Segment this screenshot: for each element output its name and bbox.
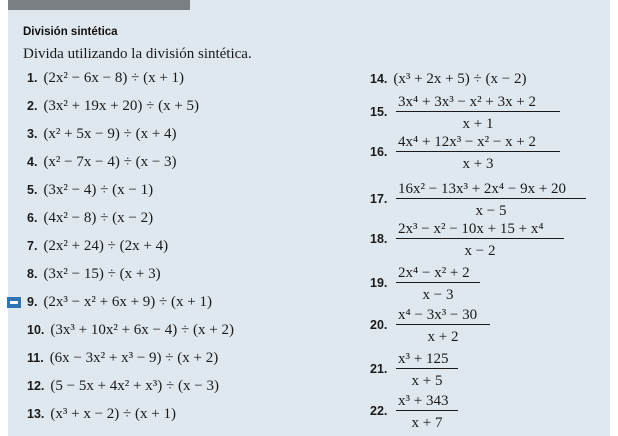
exercise-8: 8. (3x² − 15) ÷ (x + 3) bbox=[27, 266, 161, 282]
fraction-denominator: x − 3 bbox=[422, 287, 454, 303]
fraction-numerator: x⁴ − 3x³ − 30 bbox=[396, 306, 490, 325]
fraction-denominator: x + 7 bbox=[411, 415, 443, 431]
header-tab bbox=[8, 0, 190, 10]
exercise-11: 11. (6x − 3x² + x³ − 9) ÷ (x + 2) bbox=[27, 350, 219, 366]
exercise-9: 9. (2x³ − x² + 6x + 9) ÷ (x + 1) bbox=[27, 294, 212, 310]
section-title: División sintética bbox=[23, 26, 118, 38]
fraction-numerator: x³ + 125 bbox=[396, 350, 458, 369]
arrow-icon bbox=[7, 297, 21, 308]
exercise-14: 14. (x³ + 2x + 5) ÷ (x − 2) bbox=[370, 71, 527, 87]
fraction-denominator: x + 3 bbox=[462, 156, 494, 172]
exercise-7: 7. (2x² + 24) ÷ (2x + 4) bbox=[27, 238, 169, 254]
fraction-numerator: 2x³ − x² − 10x + 15 + x⁴ bbox=[396, 220, 564, 239]
exercise-4: 4. (x² − 7x − 4) ÷ (x − 3) bbox=[27, 154, 177, 170]
exercise-10: 10. (3x³ + 10x² + 6x − 4) ÷ (x + 2) bbox=[27, 322, 234, 338]
exercise-3: 3. (x² + 5x − 9) ÷ (x + 4) bbox=[27, 126, 177, 142]
fraction-numerator: 16x² − 13x³ + 2x⁴ − 9x + 20 bbox=[396, 180, 586, 199]
exercise-6: 6. (4x² − 8) ÷ (x − 2) bbox=[27, 210, 154, 226]
fraction-denominator: x + 2 bbox=[427, 329, 459, 345]
fraction-denominator: x − 5 bbox=[475, 203, 507, 219]
fraction-numerator: 4x⁴ + 12x³ − x² − x + 2 bbox=[396, 133, 560, 152]
instruction-text: Divida utilizando la división sintética. bbox=[23, 46, 252, 62]
exercise-1: 1. (2x² − 6x − 8) ÷ (x + 1) bbox=[27, 70, 185, 86]
fraction-denominator: x + 1 bbox=[462, 116, 494, 132]
fraction-numerator: 2x⁴ − x² + 2 bbox=[396, 264, 480, 283]
fraction-numerator: 3x⁴ + 3x³ − x² + 3x + 2 bbox=[396, 93, 560, 112]
fraction-denominator: x + 5 bbox=[411, 373, 443, 389]
exercise-13: 13. (x³ + x − 2) ÷ (x + 1) bbox=[27, 406, 176, 422]
exercise-5: 5. (3x² − 4) ÷ (x − 1) bbox=[27, 182, 154, 198]
exercise-12: 12. (5 − 5x + 4x² + x³) ÷ (x − 3) bbox=[27, 378, 219, 394]
exercise-2: 2. (3x² + 19x + 20) ÷ (x + 5) bbox=[27, 98, 200, 114]
fraction-numerator: x³ + 343 bbox=[396, 392, 458, 411]
fraction-denominator: x − 2 bbox=[464, 243, 496, 259]
